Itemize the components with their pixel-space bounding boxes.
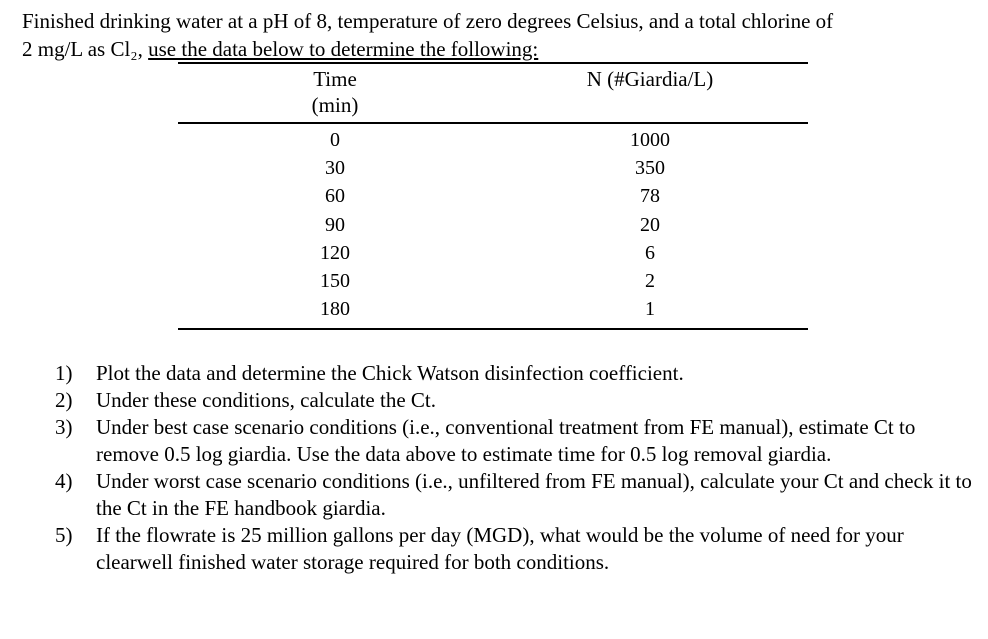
question-text: Under best case scenario conditions (i.e., conventional treatment from FE manual), estimate Ct to remove 0.5 log giardia. Use the data above to estimate time for 0.5 log removal giardia. xyxy=(96,415,916,466)
time-cell: 0 xyxy=(330,129,340,151)
giardia-column-header: N (#Giardia/L) xyxy=(586,67,714,91)
problem-statement xyxy=(22,7,972,63)
question-number: 1) xyxy=(55,361,73,385)
problem-statement-line-1: Finished drinking water at a pH of 8, temperature of zero degrees Celsius, and a total chlorine of xyxy=(22,9,834,33)
question-item xyxy=(55,414,975,468)
question-item xyxy=(55,522,975,576)
time-cell: 90 xyxy=(325,213,345,236)
time-header-label: Time xyxy=(313,67,357,91)
question-item xyxy=(55,387,975,414)
question-text: Under worst case scenario conditions (i.e., unfiltered from FE manual), calculate your Ct and check it to the Ct in the FE handbook giardia. xyxy=(96,469,972,520)
question-number: 3) xyxy=(55,415,73,439)
giardia-cell: 20 xyxy=(640,213,660,236)
question-number: 2) xyxy=(55,388,73,412)
giardia-cell: 350 xyxy=(635,157,665,180)
time-cell: 180 xyxy=(320,298,350,321)
giardia-cell: 2 xyxy=(645,269,655,292)
question-text: Under these conditions, calculate the Ct. xyxy=(96,388,436,412)
giardia-cell: 6 xyxy=(645,241,655,264)
problem-statement-line-2-prefix: 2 mg/L as Cl₂, xyxy=(22,37,149,61)
time-cell: 60 xyxy=(325,185,345,208)
time-header-unit: (min) xyxy=(311,93,359,117)
time-cell: 150 xyxy=(320,269,350,292)
problem-statement-underlined-text: use the data below to determine the following: xyxy=(148,37,539,61)
problem-statement-line-2 xyxy=(22,35,972,63)
time-cell: 30 xyxy=(325,157,345,180)
time-cell: 120 xyxy=(320,241,350,264)
table-top-rule xyxy=(178,62,808,64)
question-item xyxy=(55,468,975,522)
question-number: 5) xyxy=(55,523,73,547)
question-list xyxy=(55,360,975,576)
table-bottom-rule xyxy=(178,328,808,330)
giardia-cell: 1000 xyxy=(630,129,670,151)
time-column xyxy=(275,127,395,324)
question-number: 4) xyxy=(55,469,73,493)
question-text: If the flowrate is 25 million gallons per day (MGD), what would be the volume of need for your clearwell finished water storage required for both conditions. xyxy=(96,523,904,574)
time-column-header xyxy=(275,66,395,118)
giardia-cell: 1 xyxy=(645,298,655,321)
table-header-rule xyxy=(178,122,808,124)
question-text: Plot the data and determine the Chick Watson disinfection coefficient. xyxy=(96,361,684,385)
giardia-cell: 78 xyxy=(640,185,660,208)
question-item xyxy=(55,360,975,387)
giardia-column xyxy=(590,127,710,324)
